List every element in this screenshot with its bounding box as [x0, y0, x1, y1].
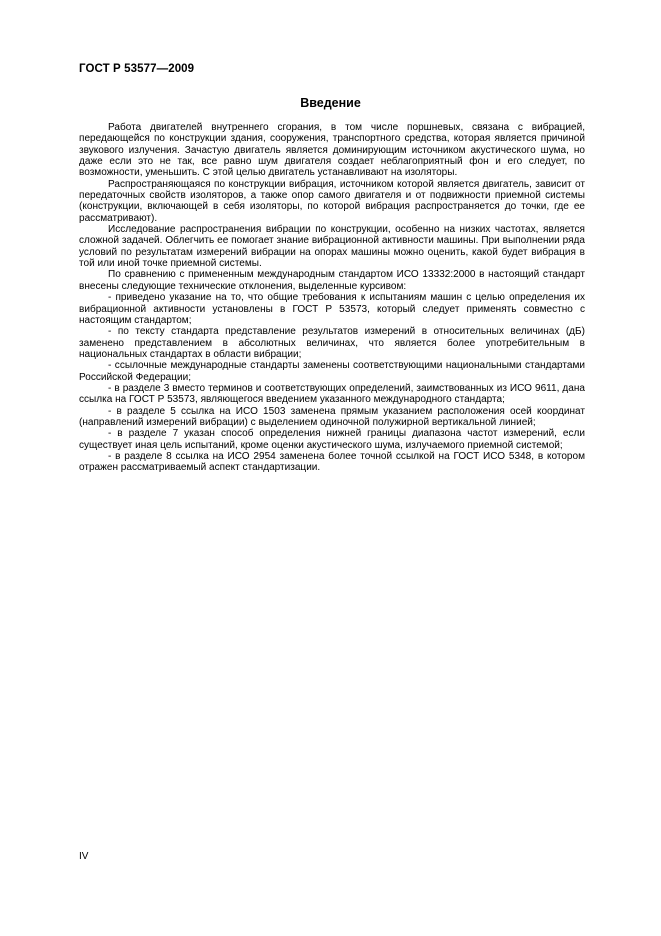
document-header: ГОСТ Р 53577—2009 — [79, 63, 195, 75]
list-item: - в разделе 5 ссылка на ИСО 1503 заменена прямым указанием расположения осей координат (направлений измерений вибрации) с выделением одиночной полужирной вертикальной линией; — [79, 405, 585, 428]
page-number: IV — [79, 851, 89, 862]
list-item: - приведено указание на то, что общие требования к испытаниям машин с целью определения их вибрационной активности установлены в ГОСТ Р 53573, который следует применять совместно с настоящим стандартом; — [79, 292, 585, 326]
list-item: - в разделе 8 ссылка на ИСО 2954 заменена более точной ссылкой на ГОСТ ИСО 5348, в котором отражен рассматриваемый аспект стандартизации. — [79, 450, 585, 474]
document-body — [79, 122, 585, 474]
list-item: - ссылочные международные стандарты заменены соответствующими национальными стандартами Российской Федерации; — [79, 360, 585, 383]
paragraph: Распространяющаяся по конструкции вибрация, источником которой является двигатель, зависит от передаточных свойств изоляторов, а также опор самого двигателя и от подвижности приемной системы (конструкции, включающей в себя изоляторы, по которой вибрация распространяется до точки, где ее рассматривают). — [79, 178, 585, 224]
paragraph: Исследование распространения вибрации по конструкции, особенно на низких частотах, является сложной задачей. Облегчить ее помогает знание вибрационной активности машины. При выполнении ряда условий по результатам измерений вибрации на опорах машины можно оценить, какой будет вибрация в той или иной точке приемной системы. — [79, 224, 585, 270]
list-item: - в разделе 3 вместо терминов и соответствующих определений, заимствованных из ИСО 9611, дана ссылка на ГОСТ Р 53573, являющегося введением указанного международного стандарта; — [79, 382, 585, 406]
paragraph: Работа двигателей внутреннего сгорания, в том числе поршневых, связана с вибрацией, передающейся по конструкции здания, сооружения, транспортного средства, которая является причиной звукового излучения. Зачастую двигатель является доминирующим источником акустического шума, но даже если это не так, все равно шум двигателя создает неблагоприятный фон и его следует, по возможности, уменьшить. С этой целью двигатель устанавливают на изоляторы. — [79, 122, 585, 179]
list-item: - по тексту стандарта представление результатов измерений в относительных величинах (дБ) заменено представлением в абсолютных величинах, что является более употребительным в национальных стандартах в области вибрации; — [79, 326, 585, 360]
list-item: - в разделе 7 указан способ определения нижней границы диапазона частот измерений, если существует иная цель испытаний, кроме оценки акустического шума, излучаемого приемной системой; — [79, 428, 585, 451]
paragraph: По сравнению с примененным международным стандартом ИСО 13332:2000 в настоящий стандарт внесены следующие технические отклонения, выделенные курсивом: — [79, 269, 585, 292]
section-title: Введение — [300, 96, 361, 110]
